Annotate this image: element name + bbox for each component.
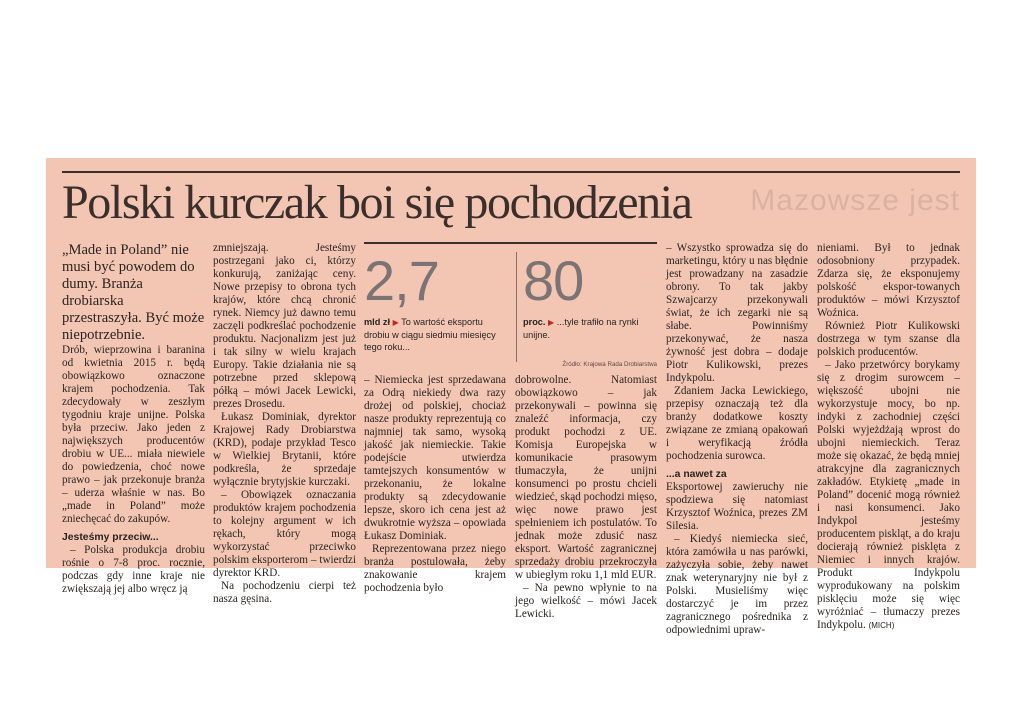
paragraph: – Kiedyś niemiecka sieć, która zamówiła u nas parówki, zażyczyła sobie, żeby nawet znak weterynaryjny nie był z Polski. Musieliśmy więc dostarczyć je im przez zagranicznego pośrednika z odpowiednimi upraw- xyxy=(666,533,808,636)
headline: Polski kurczak boi się pochodzenia xyxy=(62,176,692,229)
paragraph: nieniami. Był to jednak odosobniony przypadek. Zdarza się, że eksponujemy polskość ekspor-towanych produktów – mówi Krzysztof Woźnica. xyxy=(817,242,960,319)
fact-2-caption xyxy=(523,316,655,341)
subheading-1: Jesteśmy przeciw... xyxy=(62,532,159,543)
paragraph: Również Piotr Kulikowski dostrzega w tym szanse dla polskich producentów. xyxy=(817,320,960,358)
paragraph: Reprezentowana przez niego branża postulowała, żeby znakowanie krajem pochodzenia było xyxy=(364,543,506,594)
fact-1-caption xyxy=(364,316,504,353)
paragraph: Drób, wieprzowina i baranina od kwietnia 2015 r. będą obowiązkowo oznaczone krajem pochodzenia. Tak zdecydowały w zeszłym tygodniu kraje unijne. Polska była przeciw. Jako jeden z największych producentów drobiu w UE... miała niewiele do powiedzenia, choć nowe prawo – jak przekonuje branża – uderza właśnie w nas. Bo „made in Poland” może zniechęcać do zakupów. xyxy=(62,344,205,525)
paragraph-text: – Jako przetwórcy borykamy się z drogim surowcem – większość ubojni nie wykorzystuje mocy, bo np. indyki z zachodniej części Polski wyjeżdżają wprost do ubojni niemieckich. Teraz może się okazać, że będą mniej atrakcyjne dla zagranicznych zakładów. Etykietę „made in Poland” docenić mogą również i nasi konsumenci. Jako Indykpol jesteśmy producentem piskląt, a do kraju docierają również pisklęta z Niemiec i innych krajów. Produkt Indykpolu wyprodukowany na polskim pisklęciu może się więc wyróżniać – tłumaczy prezes Indykpolu. xyxy=(817,359,960,631)
fact-2-number: 80 xyxy=(523,249,584,312)
fact-2 xyxy=(516,249,655,362)
paragraph: – Na pewno wpłynie to na jego wielkość – mówi Jacek Lewicki. xyxy=(515,582,657,620)
column-3 xyxy=(364,374,506,594)
triangle-icon: ▶ xyxy=(548,318,555,327)
fact-2-unit: proc. xyxy=(523,317,546,327)
column-5 xyxy=(666,242,808,636)
column-1 xyxy=(62,242,205,595)
factbox xyxy=(364,242,657,368)
fact-1-number: 2,7 xyxy=(364,249,439,312)
lead-paragraph: „Made in Poland” nie musi być powodem do dumy. Branża drobiarska przestraszyła. Być może niepotrzebnie. xyxy=(62,242,205,343)
column-2 xyxy=(213,242,356,605)
fact-1-unit: mld zł xyxy=(364,317,391,327)
newspaper-clipping xyxy=(46,158,976,636)
paragraph xyxy=(817,359,960,632)
paragraph: Zdaniem Jacka Lewickiego, przepisy oznaczają też dla branży dodatkowe koszty związane ze zmianą opakowań i weryfikacją źródła pochodzenia surowca. xyxy=(666,385,808,462)
author-signature: (MICH) xyxy=(868,621,895,630)
fact-1 xyxy=(364,249,504,362)
ghost-text: Mazowsze jest xyxy=(750,184,960,217)
column-6 xyxy=(817,242,960,631)
paragraph: – Wszystko sprowadza się do marketingu, który u nas błędnie jest prowadzany na zasadzie obrony. To tak jakby Szwajcarzy przekonywali świat, że ich zegarki nie są słabe. Powinniśmy przekonywać, że nasza żywność jest dobra – dodaje Piotr Kulikowski, prezes Indykpolu. xyxy=(666,242,808,384)
paragraph: – Niemiecka jest sprzedawana za Odrą niekiedy dwa razy drożej od polskiej, chociaż nasze produkty reprezentują co najmniej tak samo, wysoką jakość jak niemieckie. Takie podejście utwierdza tamtejszych konsumentów w przekonaniu, że lokalne produkty są zdecydowanie lepsze, skoro ich cena jest aż dwukrotnie wyższa – opowiada Łukasz Dominiak. xyxy=(364,374,506,542)
paragraph: Łukasz Dominiak, dyrektor Krajowej Rady Drobiarstwa (KRD), podaje przykład Tesco w Wielkiej Brytanii, które podkreśla, że sprzedaje wyłącznie brytyjskie kurczaki. xyxy=(213,411,356,488)
paragraph: – Polska produkcja drobiu rośnie o 7-8 proc. rocznie, podczas gdy inne kraje nie zwiększają jej albo wręcz ją xyxy=(62,544,205,595)
paragraph: Eksportowej zawieruchy nie spodziewa się natomiast Krzysztof Woźnica, prezes ZM Silesia. xyxy=(666,481,808,532)
paragraph: zmniejszają. Jesteśmy postrzegani jako ci, którzy konkurują, zaniżając ceny. Nowe przepisy to obrona tych krajów, które chcą chronić rynek. Niemcy już dawno temu zaczęli podkreślać pochodzenie produktu. Nacjonalizm jest już i tak silny w wielu krajach Europy. Takie działania nie są potrzebne przed sklepową półką – mówi Jacek Lewicki, prezes Drosedu. xyxy=(213,242,356,410)
paragraph: dobrowolne. Natomiast obowiązkowo – jak przekonywali – powinna się znaleźć informacja, czy produkt pochodzi z UE. Komisja Europejska w komunikacie prasowym tłumaczyła, że unijni konsumenci po prostu chcieli wiedzieć, skąd pochodzi mięso, więc nowe prawo jest spełnieniem ich postulatów. To jednak może zdusić nasz eksport. Wartość zagranicznej sprzedaży drobiu przekroczyła w ubiegłym roku 1,1 mld EUR. xyxy=(515,374,657,581)
column-4 xyxy=(515,374,657,620)
fact-2-text: ...tyle trafiło na rynki unijne. xyxy=(523,317,639,340)
factbox-source: Źródło: Krajowa Rada Drobiarstwa xyxy=(562,361,657,368)
top-rule xyxy=(62,171,960,173)
fact-1-text: To wartość eksportu drobiu w ciągu siedmiu miesięcy tego roku... xyxy=(364,317,496,352)
paragraph: Na pochodzeniu cierpi też nasza gęsina. xyxy=(213,580,356,605)
paragraph: – Obowiązek oznaczania produktów krajem pochodzenia to kolejny argument w ich rękach, który mogą wykorzystać przeciwko polskim eksporterom – twierdzi dyrektor KRD. xyxy=(213,489,356,579)
subheading-2: ...a nawet za xyxy=(666,469,727,480)
triangle-icon: ▶ xyxy=(392,318,399,327)
